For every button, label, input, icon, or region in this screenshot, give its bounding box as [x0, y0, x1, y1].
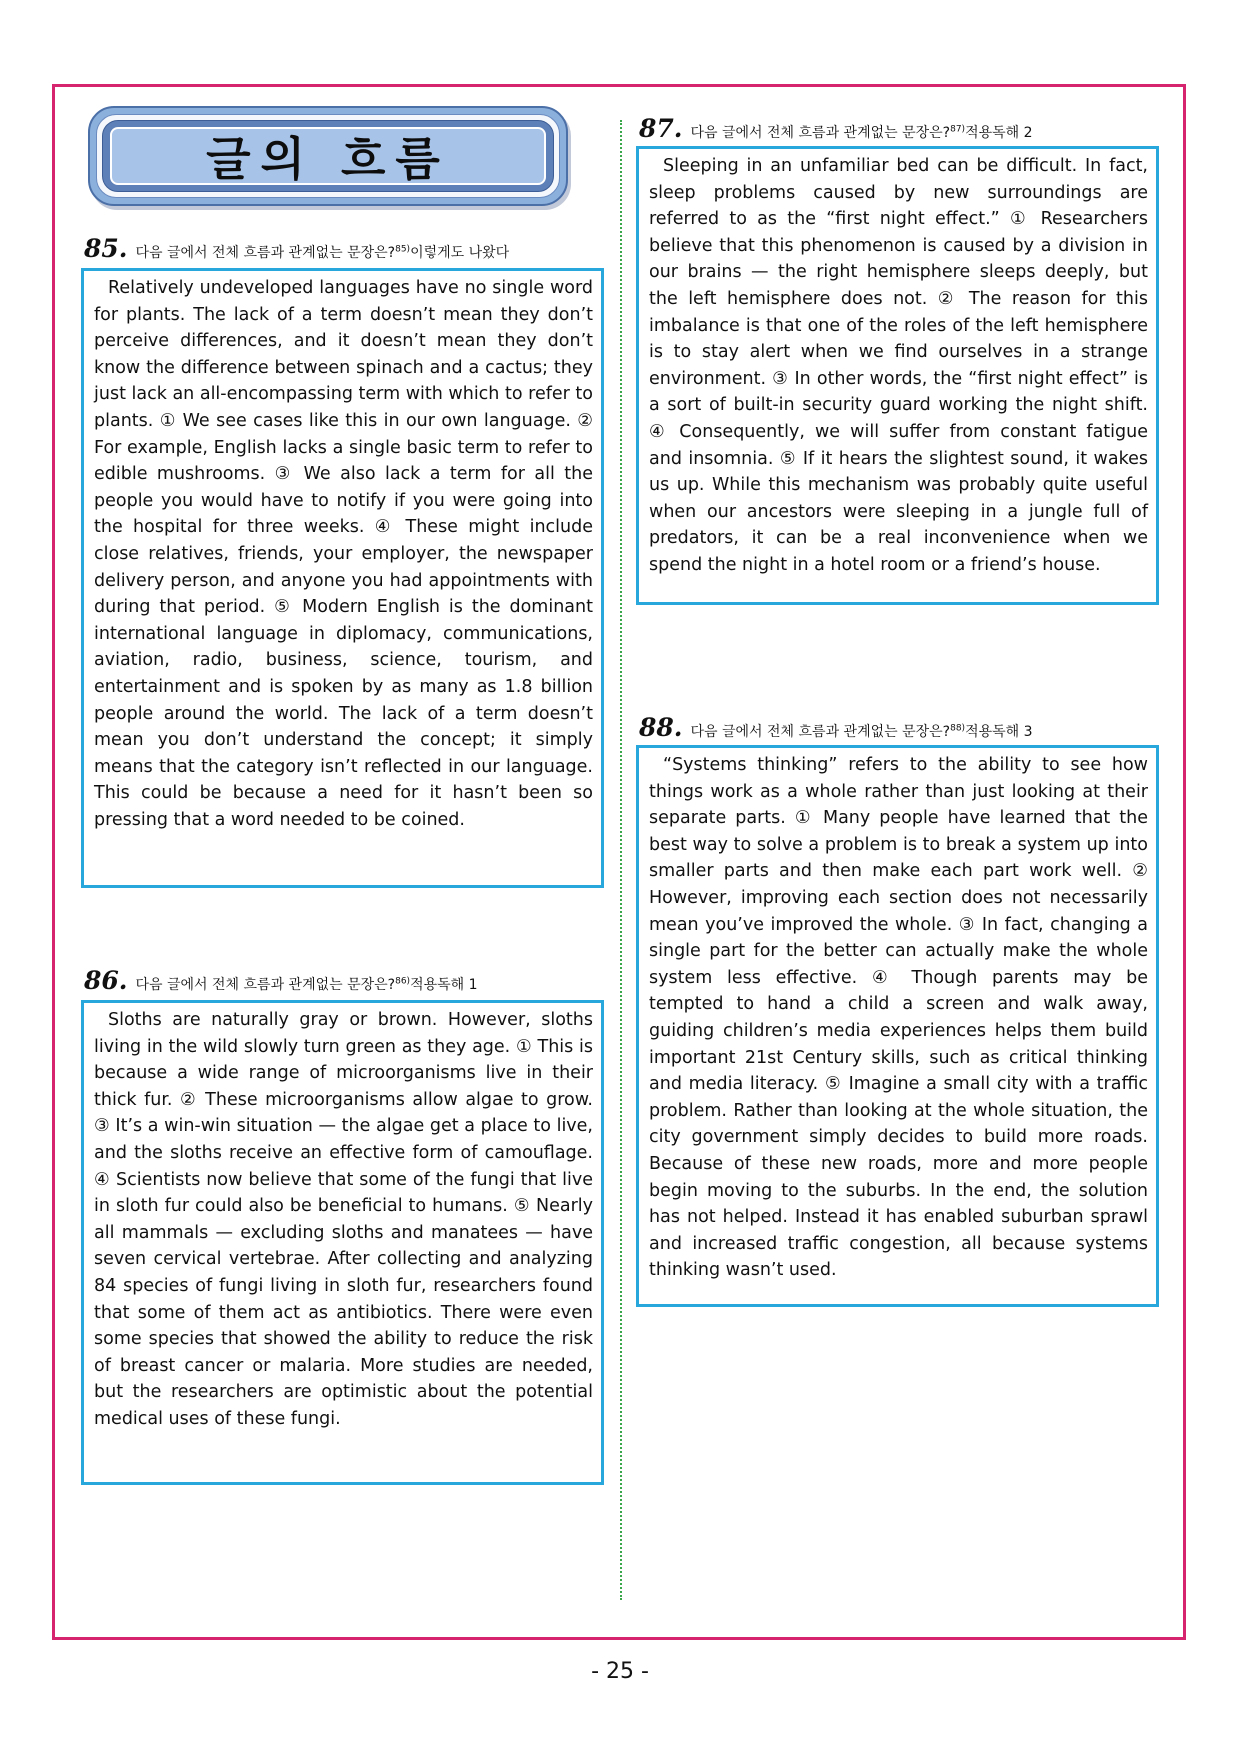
page-number: - 25 - — [591, 1659, 649, 1684]
question-number: 85. — [84, 234, 128, 263]
question-88-heading — [639, 713, 1033, 742]
question-prompt-text: 다음 글에서 전체 흐름과 관계없는 문장은? — [690, 724, 951, 740]
footnote-ref: 86) — [395, 976, 411, 987]
section-title: 글의 흐름 — [206, 132, 450, 186]
passage-text: Sloths are naturally gray or brown. However, sloths living in the wild slowly turn green as they age. ① This is because a wide range of microorganisms live in their thick fur. ② These microorganisms allow algae to grow. ③ It’s a win-win situation — the algae get a place to live, and the sloths receive an effective form of camouflage. ④ Scientists now believe that some of the fungi that live in sloth fur could also be beneficial to humans. ⑤ Nearly all mammals — excluding sloths and manatees — have seven cervical vertebrae. After collecting and analyzing 84 species of fungi living in sloth fur, researchers found that some of them act as antibiotics. There were even some species that showed the ability to reduce the risk of breast cancer or malaria. More studies are needed, but the researchers are optimistic about the potential medical uses of these fungi. — [94, 1010, 593, 1429]
passage-box-88 — [636, 745, 1159, 1307]
question-source: 적용독해 3 — [965, 724, 1033, 740]
question-source: 적용독해 2 — [965, 125, 1033, 141]
title-plate-inner — [110, 127, 546, 185]
footnote-ref: 87) — [950, 124, 966, 135]
question-prompt — [136, 974, 478, 994]
question-source: 이렇게도 나왔다 — [410, 245, 510, 261]
question-85-heading — [84, 234, 509, 263]
question-prompt-text: 다음 글에서 전체 흐름과 관계없는 문장은? — [135, 245, 396, 261]
footnote-ref: 85) — [395, 244, 411, 255]
passage-box-86 — [81, 1000, 604, 1485]
column-divider — [620, 120, 622, 1600]
question-prompt-text: 다음 글에서 전체 흐름과 관계없는 문장은? — [690, 125, 951, 141]
passage-text: Sleeping in an unfamiliar bed can be difficult. In fact, sleep problems caused by new surroundings are referred to as the “first night effect.” ① Researchers believe that this phenomenon is caused by a division in our brains — the right hemisphere sleeps deeply, but the left hemisphere does not. ② The reason for this imbalance is that one of the roles of the left hemisphere is to stay alert when we find ourselves in a strange environment. ③ In other words, the “first night effect” is a sort of built-in security guard working the night shift. ④ Consequently, we will suffer from constant fatigue and insomnia. ⑤ If it hears the slightest sound, it wakes us up. While this mechanism was probably quite useful when our ancestors were sleeping in a jungle full of predators, it can be a real inconvenience when we spend the night in a hotel room or a friend’s house. — [649, 156, 1148, 575]
question-prompt-text: 다음 글에서 전체 흐름과 관계없는 문장은? — [135, 977, 396, 993]
passage-box-87 — [636, 146, 1159, 605]
footnote-ref: 88) — [950, 723, 966, 734]
question-source: 적용독해 1 — [410, 977, 478, 993]
question-prompt — [691, 721, 1033, 741]
passage-box-85 — [81, 268, 604, 888]
passage-text: “Systems thinking” refers to the ability to see how things work as a whole rather than just looking at their separate parts. ① Many people have learned that the best way to solve a problem is to break a system up into smaller parts and then make each part work well. ② However, improving each section does not necessarily mean you’ve improved the whole. ③ In fact, changing a single part for the better can actually make the whole system less effective. ④ Though parents may be tempted to hand a child a screen and walk away, guiding children’s media experiences helps them build important 21st Century skills, such as critical thinking and media literacy. ⑤ Imagine a small city with a traffic problem. Rather than looking at the whole situation, the city government simply decides to build more roads. Because of these new roads, more and more people begin moving to the suburbs. In the end, the solution has not helped. Instead it has enabled suburban sprawl and increased traffic congestion, all because systems thinking wasn’t used. — [649, 755, 1148, 1281]
question-number: 86. — [84, 966, 128, 995]
question-87-heading — [639, 114, 1033, 143]
passage-text: Relatively undeveloped languages have no single word for plants. The lack of a term doesn’t mean they don’t perceive differences, and it doesn’t mean they don’t know the difference between spinach and a cactus; they just lack an all-encompassing term with which to refer to plants. ① We see cases like this in our own language. ② For example, English lacks a single basic term to refer to edible mushrooms. ③ We also lack a term for all the people you would have to notify if you were going into the hospital for three weeks. ④ These might include close relatives, friends, your employer, the newspaper delivery person, and anyone you had appointments with during that period. ⑤ Modern English is the dominant international language in diplomacy, communications, aviation, radio, business, science, tourism, and entertainment and is spoken by as many as 1.8 billion people around the world. The lack of a term doesn’t mean you don’t understand the concept; it simply means that the category isn’t reflected in our language. This could be because a need for it hasn’t been so pressing that a word needed to be coined. — [94, 278, 593, 830]
question-86-heading — [84, 966, 478, 995]
question-number: 87. — [639, 114, 683, 143]
section-title-plate — [88, 106, 568, 206]
question-prompt — [691, 122, 1033, 142]
question-number: 88. — [639, 713, 683, 742]
question-prompt — [136, 242, 510, 262]
